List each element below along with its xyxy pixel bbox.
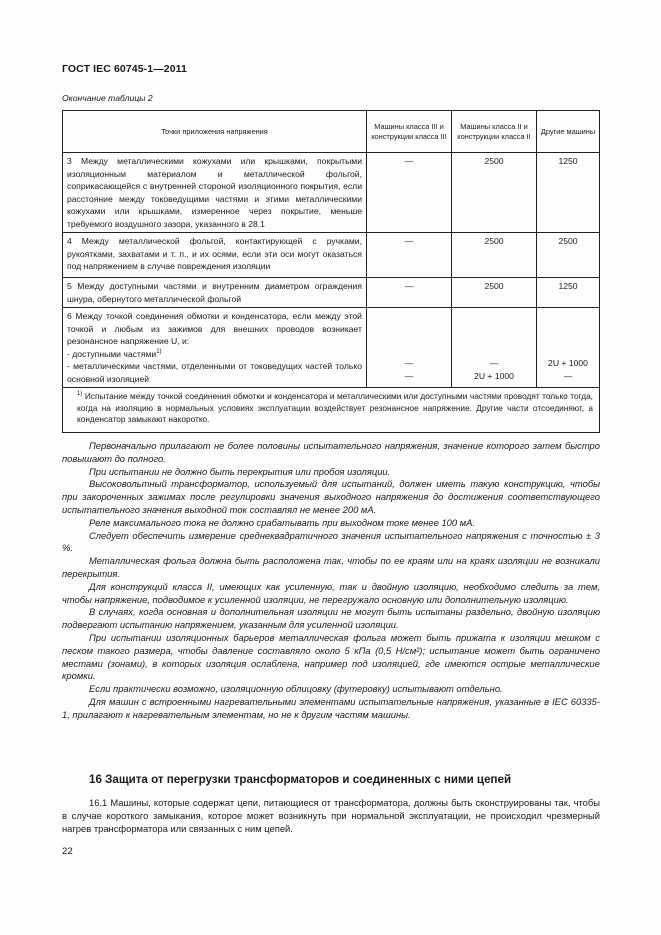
paragraph: Если практически возможно, изоляционную облицовку (футеровку) испытывают отдельно.: [89, 683, 503, 695]
paragraph: Первоначально прилагают не более половины испытательного напряжения, значение которого затем быстро повышают до полного.: [62, 440, 600, 464]
table-row: [63, 308, 600, 388]
row-description: [63, 308, 367, 388]
class2-value: 2500: [452, 153, 537, 233]
section-paragraph: 16.1 Машины, которые содержат цепи, питающиеся от трансформатора, должны быть сконструированы так, чтобы в случае короткого замыкания, которое может возникнуть при нормальной эксплуатации, не происходил чрезмерный нагрев трансформатора или связанных с ним цепей.: [62, 797, 600, 834]
document-header: ГОСТ IEC 60745-1—2011: [62, 63, 187, 75]
paragraph: При испытании не должно быть перекрытия или пробоя изоляции.: [89, 465, 391, 477]
class2-value: 2500: [452, 233, 537, 278]
column-header-points: Точки приложения напряжения: [63, 111, 367, 153]
paragraph: Высоковольтный трансформатор, используемый для испытаний, должен иметь такую конструкцию, чтобы при закороченных зажимах после регулировки значения выходного напряжения до достижения соответствующего испытательного значения выходной ток составлял не менее 200 мА.: [62, 478, 600, 515]
class3-value: —: [367, 278, 452, 308]
class3-values: — —: [367, 308, 452, 388]
table-row: [63, 278, 600, 308]
paragraph: При испытании изоляционных барьеров металлическая фольга может быть прижата к изоляции мешком с песком такого размера, чтобы давление составляло около 5 кПа (0,5 Н/см²); испытание может быть ограничено местами (зонами), в которых изоляция ослаблена, например под изоляцией, где имеются острые металлические кромки.: [62, 631, 600, 682]
row-subitem-accessible: - доступными частями$^{1)}$: [67, 348, 162, 359]
table-row: [63, 153, 600, 233]
paragraph: Реле максимального тока не должно срабатывать при выходном токе менее 100 мА.: [89, 516, 475, 528]
footnote-mark: 1): [77, 391, 83, 398]
paragraph: Металлическая фольга должна быть расположена так, чтобы по ее краям или на краях изоляции не возникали перекрытия.: [62, 555, 600, 579]
table-footnote-row: [63, 388, 600, 433]
paragraph: Следует обеспечить измерение среднеквадратичного значения испытательного напряжения с точностью ± 3 %.: [62, 529, 600, 554]
table-footnote: $^{1)}$ Испытание между точкой соединения обмотки и конденсатора и металлическими или доступными частями проводят только тогда, когда на изоляцию в нормальных условиях эксплуатации воздействует резонансное напряжение. Другие части отсоединяют, а конденсатор замыкают накоротко.: [63, 388, 600, 433]
column-header-class3: Машины класса III и конструкции класса III: [367, 111, 452, 153]
body-text: [62, 440, 600, 722]
row-description-main: 6 Между точкой соединения обмотки и конденсатора, если между этой точкой и любым из зажимов для внешних проводов возникает резонансное напряжение U, и:: [67, 311, 362, 346]
other-value: 1250: [537, 153, 600, 233]
class2-value: 2500: [452, 278, 537, 308]
other-value: 1250: [537, 278, 600, 308]
paragraph: В случаях, когда основная и дополнительная изоляции не могут быть испытаны раздельно, двойную изоляцию подвергают испытанию напряжением, указанным для усиленной изоляции.: [62, 606, 600, 631]
other-value: 2500: [537, 233, 600, 278]
paragraph: Для машин с встроенными нагревательными элементами испытательные напряжения, указанные в IEC 60335-1, прилагают к нагревательным элементам, но не к другим частям машины.: [62, 695, 600, 720]
section-title: 16 Защита от перегрузки трансформаторов и соединенных с ними цепей: [89, 773, 512, 786]
class3-value: —: [367, 153, 452, 233]
table-row: [63, 233, 600, 278]
paragraph: Для конструкций класса II, имеющих как усиленную, так и двойную изоляцию, необходимо следить за тем, чтобы напряжение, подводимое к усиленной изоляции, не перегружало основную или дополнительную изоляцию.: [62, 580, 600, 605]
column-header-class2: Машины класса II и конструкции класса II: [452, 111, 537, 153]
other-values: 2U + 1000 —: [537, 308, 600, 388]
table-header-row: [63, 111, 600, 153]
row-description: 5 Между доступными частями и внутренним диаметром ограждения шнура, обернутого металлической фольгой: [63, 278, 367, 308]
test-voltage-table: [62, 110, 600, 433]
row-description: 3 Между металлическими кожухами или крышками, покрытыми изоляционным материалом и металлической фольгой, соприкасающейся с внутренней стороной изоляционного покрытия, если расстояние между токоведущими частями и этими металлическими кожухами или крышками, измеренное через покрытие, меньше требуемого воздушного зазора, указанного в 28.1: [63, 153, 367, 233]
page-number: 22: [62, 846, 73, 857]
footnote-ref: 1): [156, 348, 162, 355]
table-caption: Окончание таблицы 2: [62, 93, 153, 103]
class2-values: — 2U + 1000: [452, 308, 537, 388]
row-subitem-metal: - металлическими частями, отделенными от токоведущих частей только основной изоляцией: [67, 361, 362, 384]
class3-value: —: [367, 233, 452, 278]
column-header-other: Другие машины: [537, 111, 600, 153]
row-description: 4 Между металлической фольгой, контактирующей с ручками, рукоятками, захватами и т. п., и их осями, если эти оси могут оказаться под напряжением в случае повреждения изоляции: [63, 233, 367, 278]
